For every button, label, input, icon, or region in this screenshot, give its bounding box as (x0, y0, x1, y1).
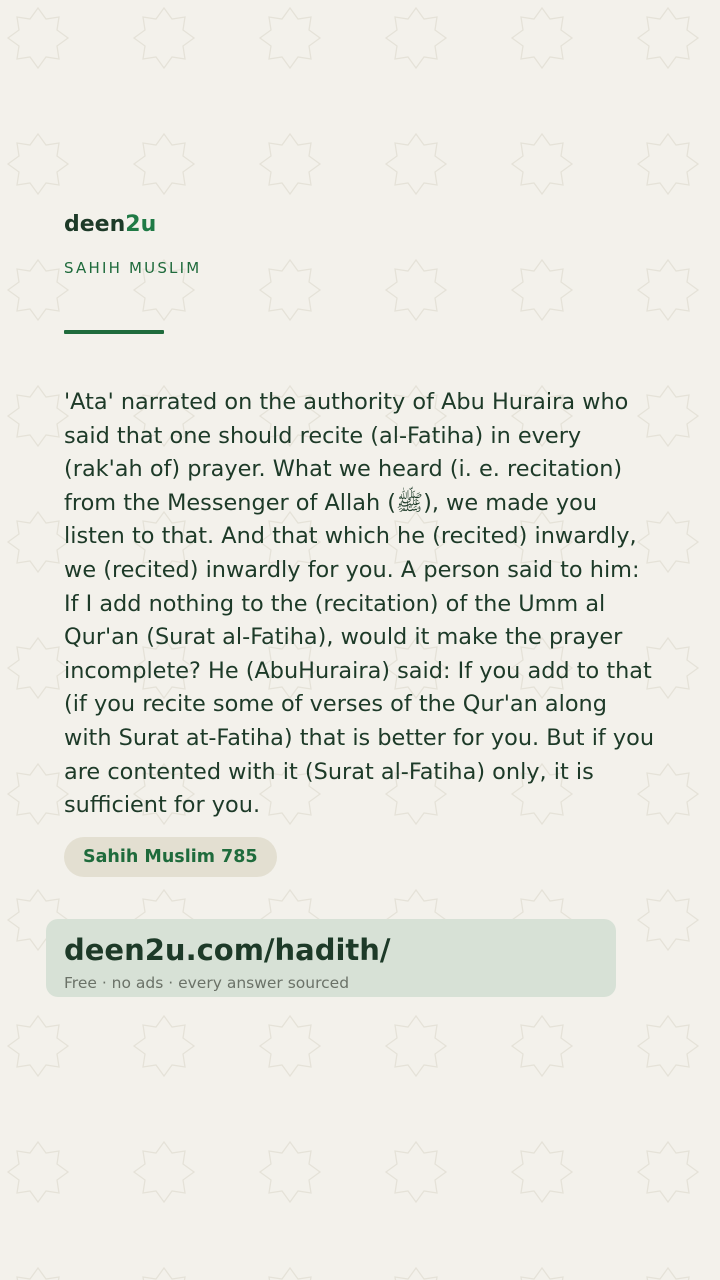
brand-logo (64, 210, 156, 240)
divider (64, 330, 164, 334)
link-tagline: Free · no ads · every answer sourced (64, 974, 350, 992)
link-card[interactable] (46, 919, 616, 997)
reference-badge: Sahih Muslim 785 (64, 837, 277, 877)
link-url[interactable]: deen2u.com/hadith/ (64, 933, 391, 967)
brand-name-accent: 2u (125, 212, 157, 237)
hadith-text: 'Ata' narrated on the authority of Abu Huraira who said that one should recite (al-Fatiha) in every (rak'ah of) prayer. What we heard (i. e. recitation) from the Messenger of Allah (ﷺ), we made you listen to that. And that which he (recited) inwardly, we (recited) inwardly for you. A person said to him: If I add nothing to the (recitation) of the Umm al Qur'an (Surat al-Fatiha), would it make the prayer incomplete? He (AbuHuraira) said: If you add to that (if you recite some of verses of the Qur'an along with Surat at-Fatiha) that is better for you. But if you are contented with it (Surat al-Fatiha) only, it is sufficient for you. (64, 389, 655, 819)
brand-name-prefix: deen (64, 212, 126, 237)
collection-label: SAHIH MUSLIM (64, 259, 202, 277)
